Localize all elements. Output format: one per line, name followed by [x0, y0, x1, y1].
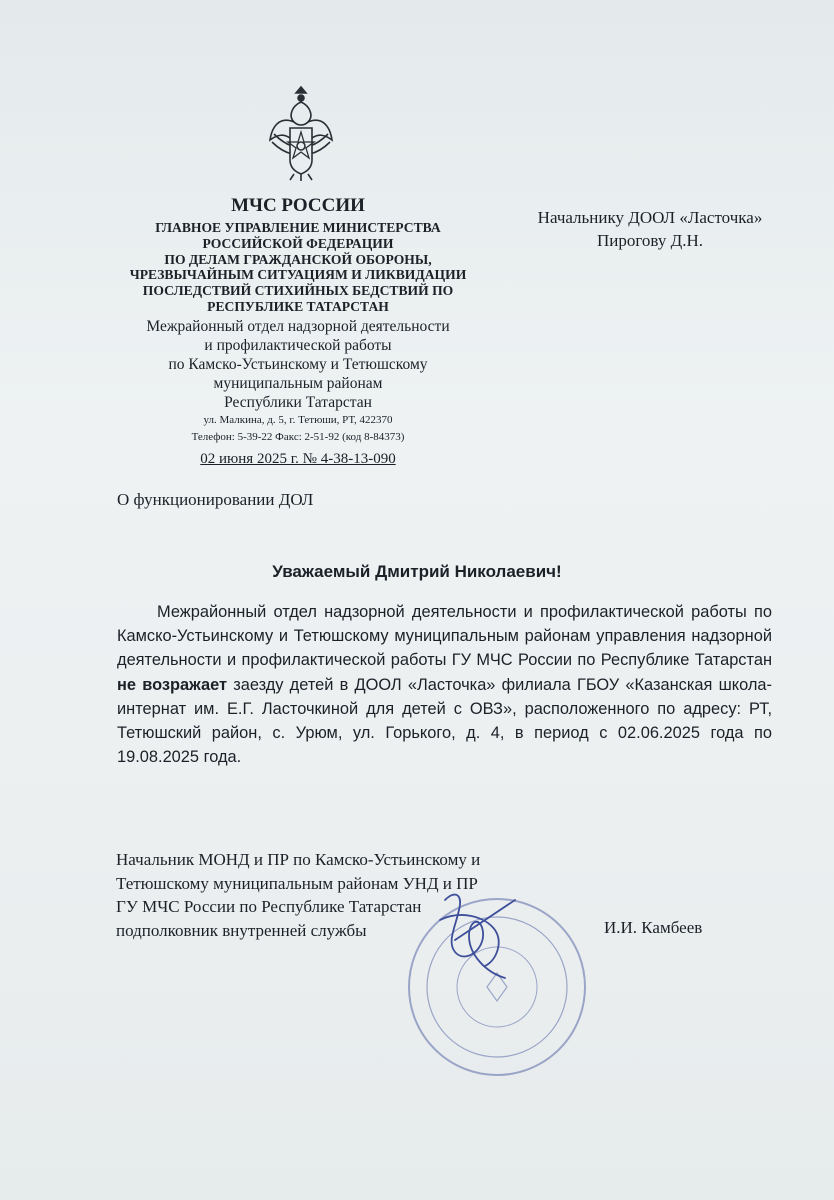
- org-line: ПОСЛЕДСТВИЙ СТИХИЙНЫХ БЕДСТВИЙ ПО: [142, 283, 454, 299]
- dept-line: и профилактической работы: [204, 336, 392, 354]
- org-line: РЕСПУБЛИКЕ ТАТАРСТАН: [207, 298, 389, 314]
- org-main-title: МЧС РОССИИ: [231, 195, 365, 216]
- recipient: [500, 206, 800, 252]
- address: ул. Малкина, д. 5, г. Тетюши, РТ, 422370: [203, 413, 393, 426]
- signatory-line: Тетюшскому муниципальным районам УНД и ПР: [116, 873, 478, 893]
- dept-line: по Камско-Устьинскому и Тетюшскому: [168, 355, 428, 373]
- recipient-position: Начальнику ДООЛ «Ласточка»: [537, 208, 763, 227]
- signatory-line: подполковник внутренней службы: [116, 920, 367, 940]
- phone-fax: Телефон: 5-39-22 Факс: 2-51-92 (код 8-84373): [191, 430, 405, 443]
- org-line: РОССИЙСКОЙ ФЕДЕРАЦИИ: [202, 235, 394, 251]
- date-and-number: [108, 449, 488, 469]
- dept-line: муниципальным районам: [213, 374, 383, 392]
- dept-line: Межрайонный отдел надзорной деятельности: [146, 317, 450, 335]
- body-text-part1: Межрайонный отдел надзорной деятельности и профилактической работы по Камско-Устьинскому и Тетюшскому муниципальным районам управления надзорной деятельности и профилактической работы ГУ МЧС России по Республике Татарстан: [117, 603, 772, 670]
- body-text-part2: заезду детей в ДООЛ «Ласточка» филиала ГБОУ «Казанская школа-интернат им. Е.Г. Ласточкиной для детей с ОВЗ», расположенного по адресу: РТ, Тетюшский район, с. Урюм, ул. Горького, д. 4, в период с 02.06.2025 года по 19.08.2025 года.: [117, 675, 772, 767]
- department-name: [108, 317, 488, 412]
- org-line: ПО ДЕЛАМ ГРАЖДАНСКОЙ ОБОРОНЫ,: [164, 251, 432, 267]
- org-full-name: [108, 220, 488, 315]
- signatory-line: ГУ МЧС России по Республике Татарстан: [116, 897, 422, 916]
- date-number-text: 02 июня 2025 г. № 4-38-13-090: [200, 450, 396, 467]
- signatory-line: Начальник МОНД и ПР по Камско-Устьинскому и: [116, 850, 481, 869]
- letter-body: [117, 600, 772, 769]
- subject-line: О функционировании ДОЛ: [117, 490, 314, 509]
- body-bold-phrase: не возражает: [117, 675, 227, 694]
- recipient-name: Пирогову Д.Н.: [597, 231, 703, 250]
- dept-line: Республики Татарстан: [224, 393, 372, 411]
- signature-block: [116, 848, 556, 942]
- letterhead: [108, 195, 488, 469]
- mchs-emblem-icon: [266, 82, 336, 182]
- greeting: Уважаемый Дмитрий Николаевич!: [272, 562, 562, 581]
- org-line: ГЛАВНОЕ УПРАВЛЕНИЕ МИНИСТЕРСТВА: [155, 220, 441, 235]
- org-line: ЧРЕЗВЫЧАЙНЫМ СИТУАЦИЯМ И ЛИКВИДАЦИИ: [129, 267, 467, 283]
- signer-name: И.И. Камбеев: [604, 918, 703, 937]
